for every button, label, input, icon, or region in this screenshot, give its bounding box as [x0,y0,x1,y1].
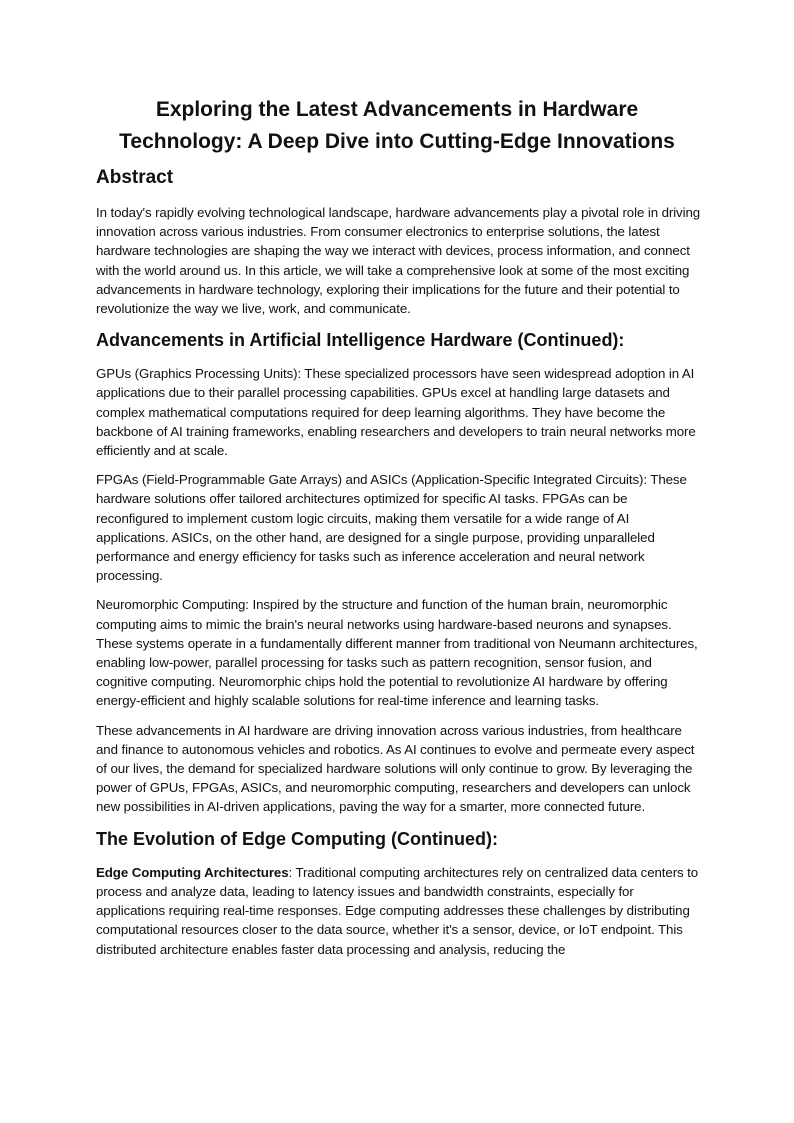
edge-architectures-text: : Traditional computing architectures rely on centralized data centers to process and analyze data, leading to latency issues and bandwidth constraints, especially for applications requiring real-time responses. Edge computing addresses these challenges by distributing computational resources closer to the data source, whether it's a sensor, device, or IoT endpoint. This distributed architecture enables faster data processing and analysis, reducing the [96,864,699,957]
fpga-asic-paragraph: FPGAs (Field-Programmable Gate Arrays) and ASICs (Application-Specific Integrated Circuits): These hardware solutions offer tailored architectures optimized for specific AI tasks. FPGAs can be reconfigured to implement custom logic circuits, making them versatile for a wide range of AI applications. ASICs, on the other hand, are designed for a single purpose, providing unparalleled performance and energy efficiency for tasks such as inference acceleration and neural network processing. [96,472,687,584]
edge-architectures-paragraph [96,863,702,959]
gpu-paragraph: GPUs (Graphics Processing Units): These specialized processors have seen widespread adoption in AI applications due to their parallel processing capabilities. GPUs excel at handling large datasets and complex mathematical computations required for deep learning algorithms. They have become the backbone of AI training frameworks, enabling researchers and developers to train neural networks more efficiently and at scale. [96,366,696,459]
edge-computing-heading: The Evolution of Edge Computing (Continued): [96,828,498,849]
document-page [96,94,702,969]
edge-architectures-term: Edge Computing Architectures [96,864,289,880]
neuromorphic-paragraph: Neuromorphic Computing: Inspired by the structure and function of the human brain, neuromorphic computing aims to mimic the brain's neural networks using hardware-based neurons and synapses. These systems operate in a fundamentally different manner from traditional von Neumann architectures, enabling low-power, parallel processing for tasks such as pattern recognition, sensor fusion, and cognitive computing. Neuromorphic chips hold the potential to revolutionize AI hardware by offering energy-efficient and highly scalable solutions for real-time inference and learning tasks. [96,597,698,709]
ai-summary-paragraph: These advancements in AI hardware are driving innovation across various industries, from healthcare and finance to autonomous vehicles and robotics. As AI continues to evolve and permeate every aspect of our lives, the demand for specialized hardware solutions will only continue to grow. By leveraging the power of GPUs, FPGAs, ASICs, and neuromorphic computing, researchers and developers can unlock new possibilities in AI-driven applications, paving the way for a smarter, more connected future. [96,722,695,815]
abstract-heading: Abstract [96,167,174,188]
abstract-paragraph: In today's rapidly evolving technological landscape, hardware advancements play a pivotal role in driving innovation across various industries. From consumer electronics to enterprise solutions, the latest hardware technologies are shaping the way we interact with devices, process information, and connect with the world around us. In this article, we will take a comprehensive look at some of the most exciting advancements in hardware technology, exploring their implications for the future and their potential to revolutionize the way we live, work, and communicate. [96,205,701,317]
ai-hardware-heading: Advancements in Artificial Intelligence Hardware (Continued): [96,330,625,351]
document-title: Exploring the Latest Advancements in Hardware Technology: A Deep Dive into Cutting-Edge Innovations [119,98,675,153]
